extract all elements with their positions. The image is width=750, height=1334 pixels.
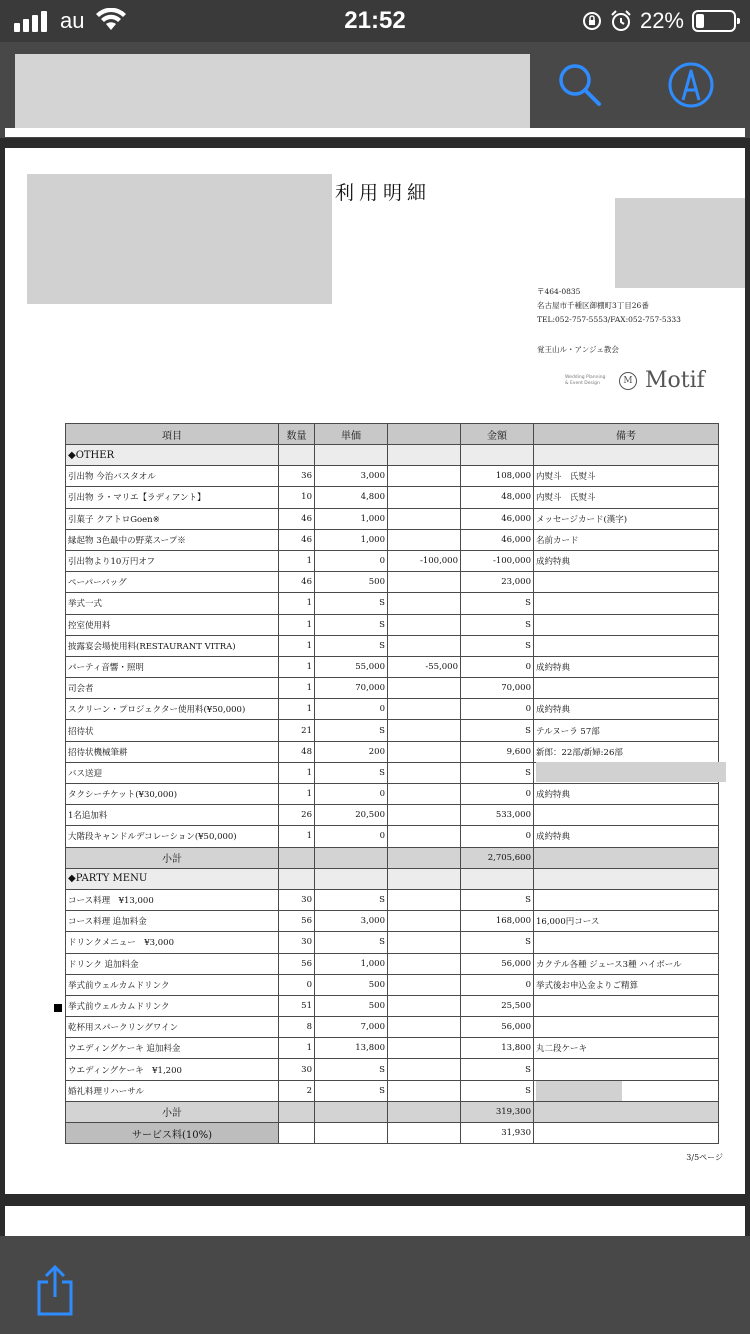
address-line: TEL:052-757-5553/FAX:052-757-5333 — [537, 315, 681, 324]
quantity: 51 — [279, 995, 315, 1016]
discount — [388, 1080, 461, 1101]
unit-price: 1,000 — [315, 529, 388, 550]
remarks: 成約特典 — [534, 784, 719, 805]
redacted-area — [536, 762, 726, 782]
table-row — [66, 508, 719, 529]
section-title: ◆OTHER — [66, 445, 279, 466]
remarks: 名前カード — [534, 529, 719, 550]
quantity: 8 — [279, 1017, 315, 1038]
remarks: 16,000円コース — [534, 911, 719, 932]
item-name: 引出物より10万円オフ — [66, 550, 279, 571]
quantity: 46 — [279, 572, 315, 593]
discount — [388, 974, 461, 995]
quantity: 46 — [279, 529, 315, 550]
document-title-field[interactable] — [15, 54, 530, 128]
item-name: 乾杯用スパークリングワイン — [66, 1017, 279, 1038]
unit-price: 55,000 — [315, 656, 388, 677]
item-name: ドリンクメニュー ¥3,000 — [66, 932, 279, 953]
table-row — [66, 932, 719, 953]
item-name: コース料理 追加料金 — [66, 911, 279, 932]
item-name: 招待状 — [66, 720, 279, 741]
table-cell — [534, 868, 719, 889]
section-header — [66, 868, 719, 889]
remarks — [534, 932, 719, 953]
amount: S — [461, 593, 534, 614]
quantity: 46 — [279, 508, 315, 529]
unit-price: S — [315, 762, 388, 783]
amount: 56,000 — [461, 1017, 534, 1038]
item-name: 招待状機械筆耕 — [66, 741, 279, 762]
amount: S — [461, 889, 534, 910]
share-icon[interactable] — [34, 1264, 76, 1316]
item-name: バス送迎 — [66, 762, 279, 783]
service-charge-label: サービス料(10%) — [66, 1123, 279, 1144]
subtotal-amount: 2,705,600 — [461, 847, 534, 868]
column-header: 数量 — [279, 424, 315, 445]
item-name: 引出物 今治バスタオル — [66, 466, 279, 487]
item-name: 披露宴会場使用料(RESTAURANT VITRA) — [66, 635, 279, 656]
unit-price: S — [315, 932, 388, 953]
redacted-area — [27, 174, 332, 304]
item-name: ウエディングケーキ 追加料金 — [66, 1038, 279, 1059]
table-cell — [279, 847, 315, 868]
amount: 46,000 — [461, 508, 534, 529]
unit-price: S — [315, 614, 388, 635]
discount — [388, 805, 461, 826]
amount: 108,000 — [461, 466, 534, 487]
discount — [388, 614, 461, 635]
subtotal-row — [66, 847, 719, 868]
quantity: 48 — [279, 741, 315, 762]
remarks: 挙式後お申込金よりご精算 — [534, 974, 719, 995]
unit-price: S — [315, 1080, 388, 1101]
section-header — [66, 445, 719, 466]
unit-price: 500 — [315, 974, 388, 995]
table-cell — [388, 1101, 461, 1122]
quantity: 21 — [279, 720, 315, 741]
remarks — [534, 614, 719, 635]
amount: 533,000 — [461, 805, 534, 826]
item-name: 控室使用料 — [66, 614, 279, 635]
quantity: 10 — [279, 487, 315, 508]
item-name: ペーパーバッグ — [66, 572, 279, 593]
remarks: テルヌーラ 57部 — [534, 720, 719, 741]
amount: S — [461, 932, 534, 953]
table-row — [66, 529, 719, 550]
unit-price: 500 — [315, 995, 388, 1016]
remarks: メッセージカード(漢字) — [534, 508, 719, 529]
remarks: 新郎：22部/新婦:26部 — [534, 741, 719, 762]
table-row — [66, 805, 719, 826]
amount: 0 — [461, 656, 534, 677]
item-name: 婚礼料理リハーサル — [66, 1080, 279, 1101]
top-toolbar — [0, 42, 750, 138]
item-name: 挙式一式 — [66, 593, 279, 614]
service-charge-amount: 31,930 — [461, 1123, 534, 1144]
table-row — [66, 995, 719, 1016]
quantity: 1 — [279, 550, 315, 571]
row-marker — [54, 1004, 62, 1012]
amount: S — [461, 762, 534, 783]
redacted-area — [536, 1081, 622, 1101]
table-cell — [461, 445, 534, 466]
subtotal-label: 小計 — [66, 847, 279, 868]
service-charge-row — [66, 1123, 719, 1144]
motif-mark: M — [619, 372, 637, 390]
quantity: 30 — [279, 1059, 315, 1080]
table-row — [66, 550, 719, 571]
subtotal-label: 小計 — [66, 1101, 279, 1122]
discount — [388, 720, 461, 741]
quantity: 1 — [279, 826, 315, 847]
item-name: 引菓子 クアトロGoen※ — [66, 508, 279, 529]
table-row — [66, 593, 719, 614]
unit-price: S — [315, 1059, 388, 1080]
quantity: 1 — [279, 614, 315, 635]
unit-price: 3,000 — [315, 911, 388, 932]
clock: 21:52 — [344, 7, 406, 34]
table-cell — [461, 868, 534, 889]
venue-name: 覚王山ル・アンジェ教会 — [537, 345, 619, 354]
item-name: パーティ音響・照明 — [66, 656, 279, 677]
unit-price: 0 — [315, 550, 388, 571]
search-icon[interactable] — [555, 60, 605, 110]
discount — [388, 1038, 461, 1059]
table-row — [66, 614, 719, 635]
previous-page-edge — [5, 128, 745, 137]
amount: 23,000 — [461, 572, 534, 593]
motif-logo: Wedding Planning & Event Design M Motif — [565, 368, 705, 393]
table-row — [66, 974, 719, 995]
discount — [388, 572, 461, 593]
status-bar — [0, 0, 750, 42]
table-cell — [388, 445, 461, 466]
quantity: 1 — [279, 656, 315, 677]
table-cell — [279, 1101, 315, 1122]
column-header: 金額 — [461, 424, 534, 445]
item-name: 引出物 ラ・マリエ【ラディアント】 — [66, 487, 279, 508]
table-cell — [315, 1123, 388, 1144]
item-name: ウエディングケーキ ¥1,200 — [66, 1059, 279, 1080]
motif-wordmark: Motif — [645, 368, 705, 393]
column-header — [388, 424, 461, 445]
table-cell — [315, 445, 388, 466]
amount: 0 — [461, 826, 534, 847]
amount: S — [461, 614, 534, 635]
bottom-toolbar — [0, 1236, 750, 1334]
quantity: 1 — [279, 1038, 315, 1059]
discount — [388, 741, 461, 762]
item-name: 縁起物 3色最中の野菜スープ※ — [66, 529, 279, 550]
amount: S — [461, 635, 534, 656]
item-name: 大階段キャンドルデコレーション(¥50,000) — [66, 826, 279, 847]
item-name: ドリンク 追加料金 — [66, 953, 279, 974]
discount — [388, 699, 461, 720]
amount: 13,800 — [461, 1038, 534, 1059]
table-cell — [315, 847, 388, 868]
unit-price: 200 — [315, 741, 388, 762]
discount — [388, 826, 461, 847]
document-title: 利用明細 — [335, 182, 432, 204]
remarks: 成約特典 — [534, 550, 719, 571]
remarks — [534, 593, 719, 614]
discount — [388, 995, 461, 1016]
discount — [388, 1059, 461, 1080]
remarks — [534, 635, 719, 656]
column-header: 単価 — [315, 424, 388, 445]
quantity: 30 — [279, 889, 315, 910]
table-row — [66, 911, 719, 932]
amount: 0 — [461, 699, 534, 720]
unit-price: 0 — [315, 826, 388, 847]
table-cell — [388, 847, 461, 868]
remarks: カクテル各種 ジュース3種 ハイボール — [534, 953, 719, 974]
unit-price: 500 — [315, 572, 388, 593]
table-cell — [534, 847, 719, 868]
unit-price: S — [315, 593, 388, 614]
table-header — [66, 424, 719, 445]
battery-icon — [692, 10, 736, 32]
column-header: 備考 — [534, 424, 719, 445]
table-row — [66, 720, 719, 741]
quantity: 30 — [279, 932, 315, 953]
unit-price: 20,500 — [315, 805, 388, 826]
document-page[interactable] — [5, 148, 745, 1194]
unit-price: 1,000 — [315, 953, 388, 974]
table-row — [66, 1059, 719, 1080]
remarks — [534, 1017, 719, 1038]
amount: S — [461, 720, 534, 741]
amount: 46,000 — [461, 529, 534, 550]
subtotal-row — [66, 1101, 719, 1122]
table-row — [66, 741, 719, 762]
table-cell — [279, 1123, 315, 1144]
remarks: 成約特典 — [534, 699, 719, 720]
remarks — [534, 678, 719, 699]
remarks — [534, 1059, 719, 1080]
battery-percent: 22% — [639, 8, 684, 33]
table-row — [66, 1017, 719, 1038]
discount: -55,000 — [388, 656, 461, 677]
remarks: 内熨斗 氏熨斗 — [534, 487, 719, 508]
amount: 70,000 — [461, 678, 534, 699]
subtotal-amount: 319,300 — [461, 1101, 534, 1122]
amount: 168,000 — [461, 911, 534, 932]
markup-pen-icon[interactable] — [666, 60, 716, 110]
amount: 0 — [461, 974, 534, 995]
discount — [388, 932, 461, 953]
quantity: 36 — [279, 466, 315, 487]
unit-price: 13,800 — [315, 1038, 388, 1059]
table-cell — [388, 1123, 461, 1144]
redacted-area — [615, 198, 745, 288]
item-name: 1名追加料 — [66, 805, 279, 826]
quantity: 1 — [279, 762, 315, 783]
table-cell — [388, 868, 461, 889]
discount — [388, 784, 461, 805]
table-row — [66, 953, 719, 974]
amount: 9,600 — [461, 741, 534, 762]
discount — [388, 529, 461, 550]
table-row — [66, 784, 719, 805]
quantity: 1 — [279, 635, 315, 656]
item-name: タクシーチケット(¥30,000) — [66, 784, 279, 805]
table-row — [66, 635, 719, 656]
address-line: 〒464-0835 — [537, 287, 581, 296]
unit-price: S — [315, 889, 388, 910]
unit-price: 0 — [315, 699, 388, 720]
remarks — [534, 572, 719, 593]
amount: 48,000 — [461, 487, 534, 508]
remarks — [534, 805, 719, 826]
table-row — [66, 889, 719, 910]
item-name: 挙式前ウェルカムドリンク — [66, 974, 279, 995]
discount — [388, 889, 461, 910]
table-cell — [315, 868, 388, 889]
remarks: 内熨斗 氏熨斗 — [534, 466, 719, 487]
table-row — [66, 699, 719, 720]
amount: S — [461, 1059, 534, 1080]
quantity: 1 — [279, 784, 315, 805]
discount — [388, 953, 461, 974]
quantity: 2 — [279, 1080, 315, 1101]
table-row — [66, 1038, 719, 1059]
quantity: 1 — [279, 678, 315, 699]
page-number: 3/5ページ — [686, 1153, 723, 1162]
table-row — [66, 572, 719, 593]
discount — [388, 508, 461, 529]
item-name: 挙式前ウェルカムドリンク — [66, 995, 279, 1016]
detail-table — [65, 423, 719, 1144]
table-row — [66, 678, 719, 699]
table-cell — [534, 445, 719, 466]
item-name: スクリーン・プロジェクター使用料(¥50,000) — [66, 699, 279, 720]
table-cell — [315, 1101, 388, 1122]
table-cell — [534, 1123, 719, 1144]
amount: S — [461, 1080, 534, 1101]
unit-price: S — [315, 635, 388, 656]
amount: 25,500 — [461, 995, 534, 1016]
alarm-icon — [610, 10, 632, 32]
unit-price: 1,000 — [315, 508, 388, 529]
orientation-lock-icon — [582, 11, 602, 31]
remarks: 丸二段ケーキ — [534, 1038, 719, 1059]
table-row — [66, 466, 719, 487]
unit-price: 3,000 — [315, 466, 388, 487]
next-page-edge — [5, 1206, 745, 1236]
table-cell — [279, 445, 315, 466]
unit-price: S — [315, 720, 388, 741]
discount — [388, 1017, 461, 1038]
table-row — [66, 487, 719, 508]
item-name: 司会者 — [66, 678, 279, 699]
quantity: 0 — [279, 974, 315, 995]
column-header: 項目 — [66, 424, 279, 445]
amount: 56,000 — [461, 953, 534, 974]
unit-price: 0 — [315, 784, 388, 805]
unit-price: 70,000 — [315, 678, 388, 699]
unit-price: 7,000 — [315, 1017, 388, 1038]
discount: -100,000 — [388, 550, 461, 571]
quantity: 26 — [279, 805, 315, 826]
discount — [388, 911, 461, 932]
remarks: 成約特典 — [534, 826, 719, 847]
table-cell — [534, 1101, 719, 1122]
quantity: 56 — [279, 953, 315, 974]
section-title: ◆PARTY MENU — [66, 868, 279, 889]
discount — [388, 762, 461, 783]
carrier-label: au — [60, 8, 85, 33]
quantity: 56 — [279, 911, 315, 932]
address-line: 名古屋市千種区御棚町3丁目26番 — [537, 301, 649, 310]
item-name: コース料理 ¥13,000 — [66, 889, 279, 910]
discount — [388, 678, 461, 699]
discount — [388, 466, 461, 487]
amount: 0 — [461, 784, 534, 805]
discount — [388, 487, 461, 508]
remarks — [534, 889, 719, 910]
table-row — [66, 826, 719, 847]
amount: -100,000 — [461, 550, 534, 571]
discount — [388, 593, 461, 614]
quantity: 1 — [279, 699, 315, 720]
remarks: 成約特典 — [534, 656, 719, 677]
discount — [388, 635, 461, 656]
table-row — [66, 656, 719, 677]
quantity: 1 — [279, 593, 315, 614]
remarks — [534, 995, 719, 1016]
table-cell — [279, 868, 315, 889]
unit-price: 4,800 — [315, 487, 388, 508]
